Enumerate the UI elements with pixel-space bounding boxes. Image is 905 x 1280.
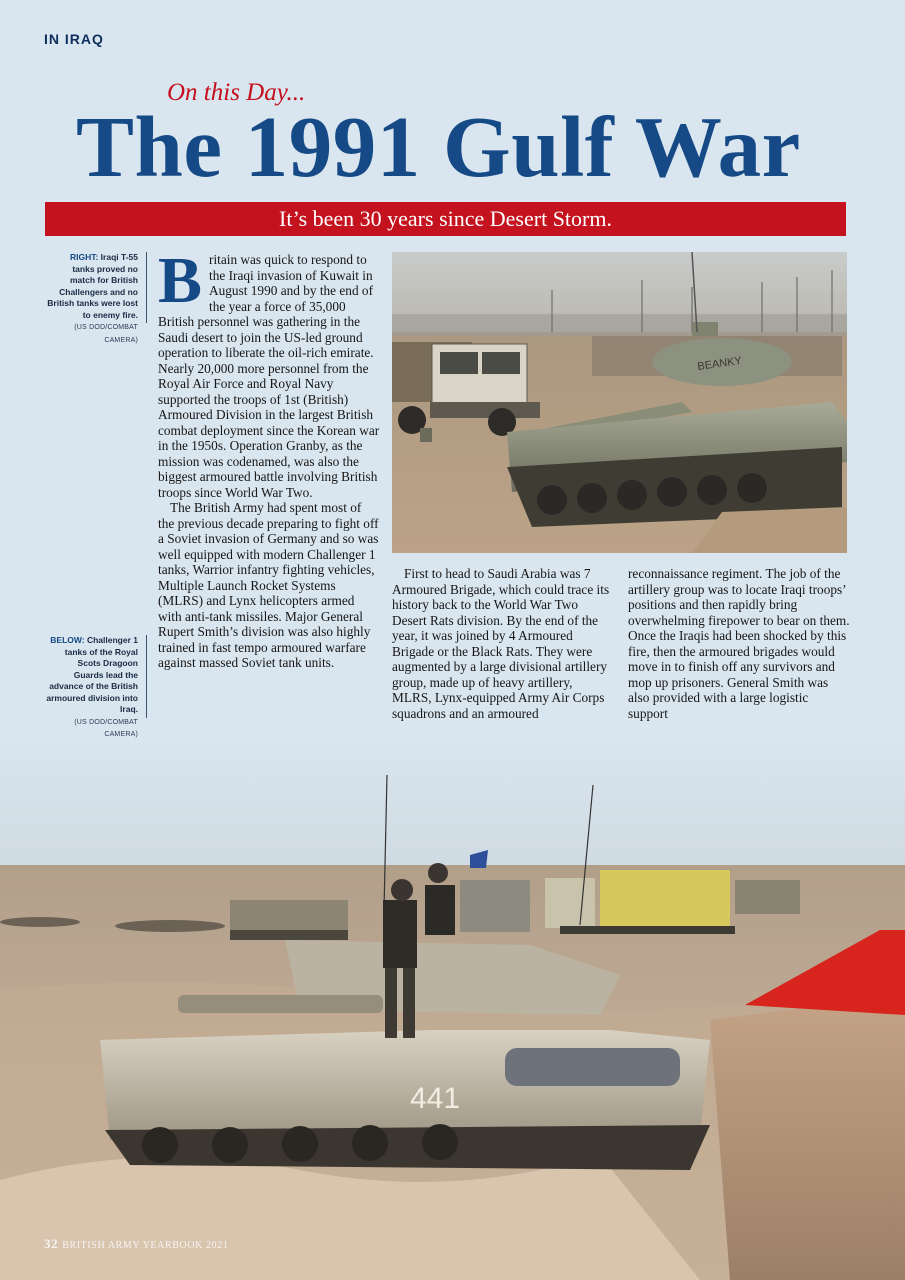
caption-right-text: Iraqi T-55 tanks proved no match for British Challengers and no British tanks were lost to enemy fire. <box>47 252 138 320</box>
photo-iraqi-t55-tank <box>392 252 847 553</box>
publication-name: BRITISH ARMY YEARBOOK 2021 <box>62 1240 229 1251</box>
article-paragraph: ritain was quick to respond to the Iraqi invasion of Kuwait in August 1990 and by the end of the year a force of 35,000 British personnel was gathering in the Saudi desert to join the US-led ground operation to liberate the oil-rich emirate. Nearly 20,000 more personnel from the Royal Air Force and Royal Navy supported the troops of 1st (British) Armoured Division in the largest British combat deployment since the Korean war in the 1950s. Operation Granby, as the mission was codenamed, was also the biggest armoured battle involving British troops since World War Two. <box>158 252 380 500</box>
article-paragraph: First to head to Saudi Arabia was 7 Armoured Brigade, which could trace its history back to the World War Two Desert Rats division. By the end of the year, it was joined by 4 Armoured Brigade or the Black Rats. They were augmented by a large divisional artillery group, made up of heavy artillery, MLRS, Lynx-equipped Army Air Corps squadrons and an armoured <box>392 566 610 721</box>
caption-below-credit: (US DOD/COMBAT CAMERA) <box>74 718 138 738</box>
caption-right-credit: (US DOD/COMBAT CAMERA) <box>74 324 138 344</box>
caption-rule <box>146 252 147 323</box>
caption-below-text: Challenger 1 tanks of the Royal Scots Dragoon Guards lead the advance of the British armoured division into Iraq. <box>46 635 138 714</box>
kicker: On this Day... <box>167 79 306 106</box>
page-footer <box>44 1236 228 1252</box>
article-column-3 <box>628 566 850 721</box>
page-title: The 1991 Gulf War <box>76 98 801 195</box>
photo-challenger-graphic <box>0 740 905 1280</box>
standfirst-banner: It’s been 30 years since Desert Storm. <box>45 202 846 236</box>
caption-below <box>46 635 138 741</box>
caption-right <box>46 252 138 346</box>
section-tag: IN IRAQ <box>44 31 104 47</box>
photo-challenger-tanks <box>0 740 905 1280</box>
bottom-tank-number: 441 <box>410 1082 461 1115</box>
drop-cap: B <box>158 244 203 317</box>
photo-iraqi-t55-graphic <box>392 252 847 553</box>
article-column-1 <box>158 244 380 671</box>
page-number: 32 <box>44 1236 59 1251</box>
caption-rule <box>146 635 147 718</box>
article-paragraph: reconnaissance regiment. The job of the artillery group was to locate Iraqi troops’ positions and then rapidly bring overwhelming firepower to bear on them. Once the Iraqis had been shocked by this fire, then the armoured brigades would move in to finish off any survivors and mop up prisoners. General Smith was also provided with a large logistic support <box>628 566 850 721</box>
article-column-2 <box>392 566 613 721</box>
caption-below-label: BELOW: <box>50 635 85 645</box>
article-paragraph: The British Army had spent most of the previous decade preparing to fight off a Soviet invasion of Germany and so was well equipped with modern Challenger 1 tanks, Warrior infantry fighting vehicles, Multiple Launch Rocket Systems (MLRS) and Lynx helicopters armed with anti-tank missiles. Major General Rupert Smith’s division was also highly trained in fast tempo armoured warfare against massed Soviet tank units. <box>158 500 379 670</box>
caption-right-label: RIGHT: <box>69 252 99 262</box>
top-tank-marking: BEANKY <box>696 354 743 373</box>
